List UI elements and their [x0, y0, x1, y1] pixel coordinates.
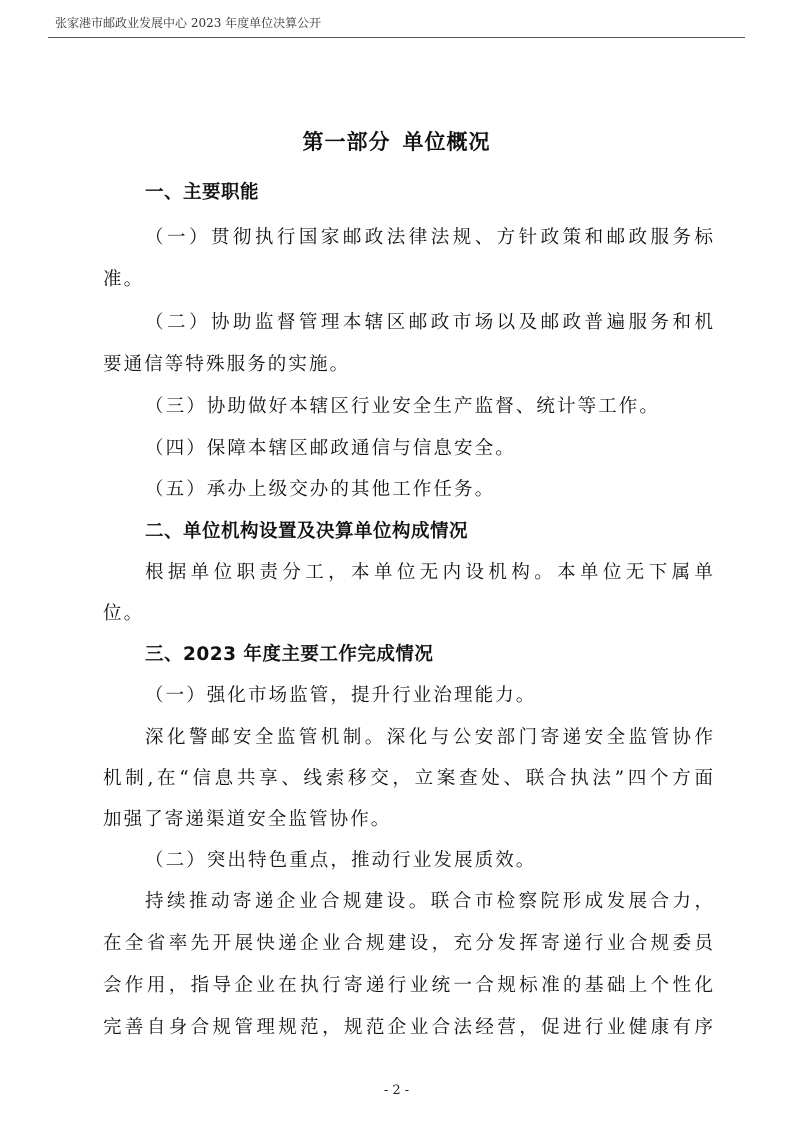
paragraph-line: （一）强化市场监管，提升行业治理能力。	[145, 685, 537, 706]
title-part: 第一部分	[302, 130, 391, 154]
paragraph-line: 完善自身合规管理规范，规范企业合法经营，促进行业健康有序	[103, 1017, 713, 1038]
paragraph-line: 持续推动寄递企业合规建设。联合市检察院形成发展合力，	[145, 891, 713, 912]
paragraph-line: （二）突出特色重点，推动行业发展质效。	[145, 850, 537, 871]
paragraph-line: 会作用，指导企业在执行寄递行业统一合规标准的基础上个性化	[103, 975, 713, 996]
page-number: - 2 -	[383, 1083, 410, 1098]
running-header: 张家港市邮政业发展中心 2023 年度单位决算公开	[55, 16, 322, 30]
paragraph-line: 机制,在“信息共享、线索移交，立案查处、联合执法”四个方面	[103, 768, 713, 789]
paragraph-line: （一）贯彻执行国家邮政法律法规、方针政策和邮政服务标	[145, 227, 713, 248]
paragraph-line: 位。	[103, 603, 145, 624]
paragraph-line: 准。	[103, 269, 145, 290]
paragraph-line: 深化警邮安全监管机制。深化与公安部门寄递安全监管协作	[145, 727, 713, 748]
page-title	[0, 126, 793, 156]
paragraph-line: 根据单位职责分工，本单位无内设机构。本单位无下属单	[145, 562, 713, 583]
paragraph-line: 加强了寄递渠道安全监管协作。	[103, 809, 392, 830]
header-rule	[48, 37, 745, 38]
paragraph-line: 在全省率先开展快递企业合规建设，充分发挥寄递行业合规委员	[103, 933, 713, 954]
section-heading-2: 二、单位机构设置及决算单位构成情况	[145, 521, 469, 542]
paragraph-line: （四）保障本辖区邮政通信与信息安全。	[145, 438, 516, 459]
paragraph-line: （五）承办上级交办的其他工作任务。	[145, 479, 496, 500]
paragraph-line: （三）协助做好本辖区行业安全生产监督、统计等工作。	[145, 396, 661, 417]
paragraph-line: （二）协助监督管理本辖区邮政市场以及邮政普遍服务和机	[145, 312, 713, 333]
section-heading-1: 一、主要职能	[145, 182, 260, 203]
paragraph-line: 要通信等特殊服务的实施。	[103, 354, 351, 375]
title-name: 单位概况	[402, 130, 491, 154]
section-heading-3: 三、2023 年度主要工作完成情况	[145, 644, 434, 665]
